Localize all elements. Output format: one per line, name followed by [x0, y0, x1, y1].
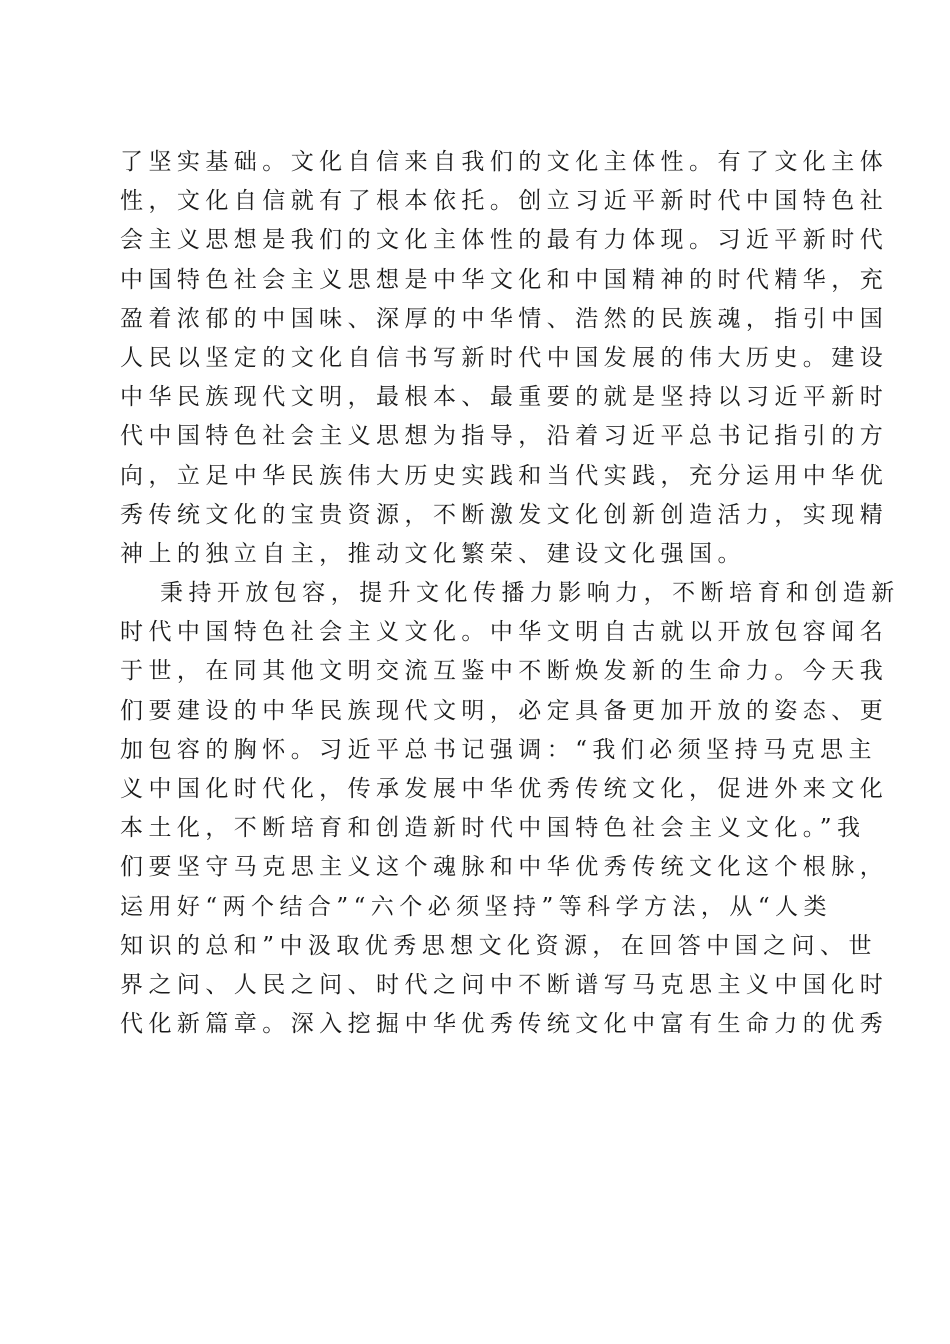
text-line: 神上的独立自主，推动文化繁荣、建设文化强国。: [120, 540, 746, 567]
text-line: 义中国化时代化，传承发展中华优秀传统文化，促进外来文化: [120, 776, 889, 802]
text-line: 人民以坚定的文化自信书写新时代中国发展的伟大历史。建设: [120, 344, 889, 371]
text-line: 向，立足中华民族伟大历史实践和当代实践，充分运用中华优: [120, 462, 889, 489]
text-line: 运用好“两个结合”“六个必须坚持”等科学方法，从“人类: [120, 893, 832, 920]
text-line: 时代中国特色社会主义文化。中华文明自古就以开放包容闻名: [120, 619, 889, 646]
text-line: 了坚实基础。文化自信来自我们的文化主体性。有了文化主体: [120, 149, 889, 175]
text-line: 们要建设的中华民族现代文明，必定具备更加开放的姿态、更: [120, 697, 889, 724]
text-line: 中华民族现代文明，最根本、最重要的就是坚持以习近平新时: [120, 384, 889, 411]
text-line: 知识的总和”中汲取优秀思想文化资源，在回答中国之问、世: [120, 932, 877, 959]
text-line: 代化新篇章。深入挖掘中华优秀传统文化中富有生命力的优秀: [120, 1011, 889, 1038]
text-line: 秀传统文化的宝贵资源，不断激发文化创新创造活力，实现精: [120, 501, 889, 528]
text-line: 性，文化自信就有了根本依托。创立习近平新时代中国特色社: [120, 188, 889, 215]
text-line: 代中国特色社会主义思想为指导，沿着习近平总书记指引的方: [120, 423, 889, 450]
text-line: 加包容的胸怀。习近平总书记强调：“我们必须坚持马克思主: [120, 736, 877, 763]
paragraph-first-line: 秉持开放包容，提升文化传播力影响力，不断培育和创造新: [160, 580, 900, 607]
text-line: 界之问、人民之问、时代之问中不断谱写马克思主义中国化时: [120, 971, 889, 998]
text-line: 于世，在同其他文明交流互鉴中不断焕发新的生命力。今天我: [120, 658, 889, 685]
text-line: 中国特色社会主义思想是中华文化和中国精神的时代精华，充: [120, 266, 889, 293]
text-line: 盈着浓郁的中国味、深厚的中华情、浩然的民族魂，指引中国: [120, 305, 889, 332]
body-text: [120, 143, 900, 1044]
text-line: 本土化，不断培育和创造新时代中国特色社会主义文化。”我: [120, 815, 866, 842]
text-line: 会主义思想是我们的文化主体性的最有力体现。习近平新时代: [120, 227, 889, 254]
text-line: 们要坚守马克思主义这个魂脉和中华优秀传统文化这个根脉，: [120, 854, 889, 881]
